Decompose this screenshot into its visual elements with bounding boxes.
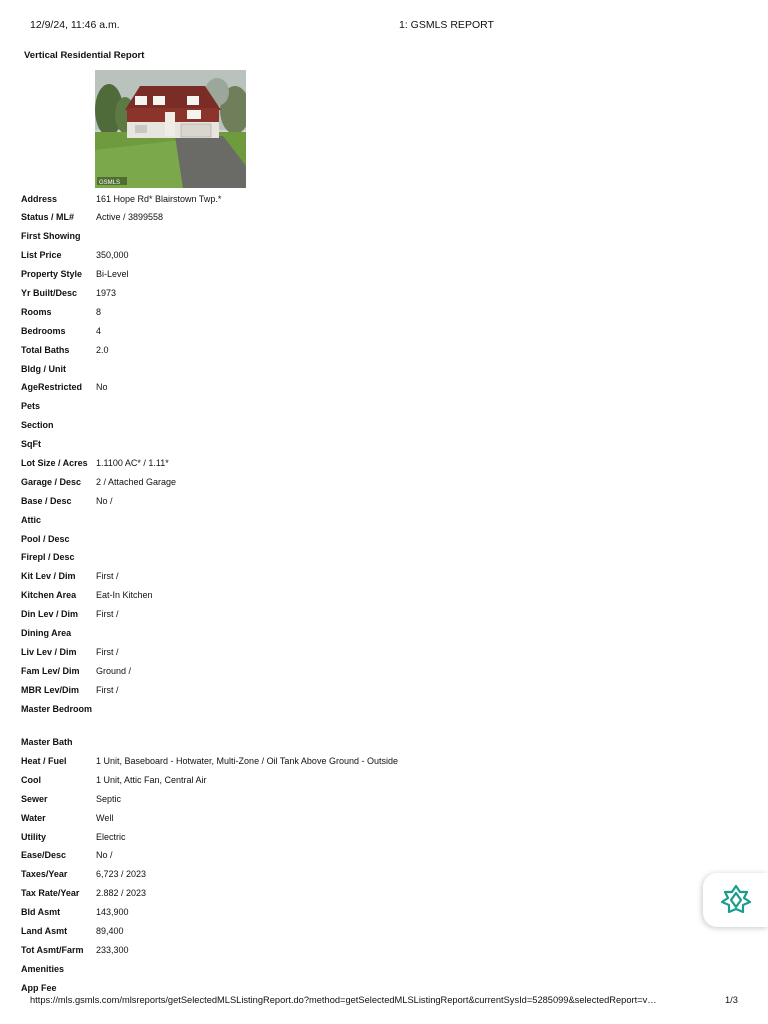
field-label: Cool: [21, 774, 41, 785]
field-value: 1 Unit, Baseboard - Hotwater, Multi-Zone / Oil Tank Above Ground - Outside: [96, 755, 398, 766]
field-label: Master Bath: [21, 737, 73, 748]
field-value: 2.0: [96, 344, 109, 355]
field-row: [21, 476, 721, 495]
field-value: Active / 3899558: [96, 212, 164, 223]
photo-watermark: GSMLS: [99, 180, 121, 186]
field-label: Master Bedroom: [21, 703, 93, 714]
field-value: First /: [96, 646, 119, 657]
field-row: [21, 774, 721, 793]
field-label: Address: [21, 193, 58, 204]
field-label: Status / ML#: [21, 212, 75, 223]
field-label: Utility: [21, 831, 47, 842]
field-row: [21, 552, 721, 571]
field-label: Amenities: [21, 963, 65, 974]
print-footer-url: https://mls.gsmls.com/mlsreports/getSelectedMLSListingReport.do?method=getSelectedMLSListingReport&currentSysId=5285099&selectedReport=v…: [30, 995, 657, 1005]
field-row: [21, 401, 721, 420]
field-label: Liv Lev / Dim: [21, 646, 77, 657]
print-header-datetime: 12/9/24, 11:46 a.m.: [30, 19, 120, 31]
listing-fields: [21, 193, 721, 1001]
report-title: Vertical Residential Report: [24, 50, 145, 61]
field-row: [21, 287, 721, 306]
field-label: First Showing: [21, 231, 81, 242]
field-value: 2 / Attached Garage: [96, 476, 177, 487]
ai-assistant-icon: [719, 883, 753, 917]
field-label: Kitchen Area: [21, 590, 77, 601]
field-row: [21, 646, 721, 665]
field-value: 350,000: [96, 250, 129, 261]
field-value: 4: [96, 325, 102, 336]
field-label: Pets: [21, 401, 41, 412]
field-row: [21, 793, 721, 812]
field-label: List Price: [21, 250, 62, 261]
field-label: App Fee: [21, 982, 57, 993]
field-row: [21, 703, 721, 737]
field-label: Heat / Fuel: [21, 755, 67, 766]
field-label: Property Style: [21, 269, 83, 280]
field-label: Total Baths: [21, 344, 70, 355]
field-label: Pool / Desc: [21, 533, 70, 544]
field-row: [21, 420, 721, 439]
field-label: Ease/Desc: [21, 850, 67, 861]
field-value: 1 Unit, Attic Fan, Central Air: [96, 774, 207, 785]
field-value: 233,300: [96, 944, 129, 955]
field-row: [21, 212, 721, 231]
print-footer-page: 1/3: [725, 995, 738, 1005]
field-value: No /: [96, 850, 113, 861]
field-label: Garage / Desc: [21, 476, 82, 487]
field-value: 8: [96, 306, 102, 317]
field-label: AgeRestricted: [21, 382, 83, 393]
field-value: 1973: [96, 287, 117, 298]
field-label: Bedrooms: [21, 325, 66, 336]
property-photo: [95, 70, 246, 188]
field-row: [21, 457, 721, 476]
field-value: First /: [96, 684, 119, 695]
field-row: [21, 533, 721, 552]
field-label: Yr Built/Desc: [21, 287, 78, 298]
field-value: No: [96, 382, 108, 393]
field-row: [21, 812, 721, 831]
field-row: [21, 193, 721, 212]
field-row: [21, 627, 721, 646]
field-row: [21, 344, 721, 363]
field-label: Taxes/Year: [21, 869, 68, 880]
field-label: Lot Size / Acres: [21, 457, 88, 468]
field-row: [21, 684, 721, 703]
field-value: 2.882 / 2023: [96, 888, 147, 899]
field-value: Well: [96, 812, 114, 823]
field-label: Base / Desc: [21, 495, 72, 506]
field-label: Tot Asmt/Farm: [21, 944, 84, 955]
field-label: Dining Area: [21, 627, 72, 638]
field-row: [21, 665, 721, 684]
print-header-title: 1: GSMLS REPORT: [399, 19, 494, 31]
field-value: Ground /: [96, 665, 132, 676]
field-value: 1.1100 AC* / 1.11*: [96, 457, 169, 468]
field-value: First /: [96, 609, 119, 620]
field-row: [21, 907, 721, 926]
field-row: [21, 495, 721, 514]
field-row: [21, 514, 721, 533]
field-row: [21, 944, 721, 963]
field-label: Water: [21, 812, 46, 823]
field-row: [21, 382, 721, 401]
field-row: [21, 831, 721, 850]
field-row: [21, 888, 721, 907]
field-value: 89,400: [96, 925, 124, 936]
field-row: [21, 250, 721, 269]
field-row: [21, 963, 721, 982]
field-label: Bld Asmt: [21, 907, 61, 918]
field-row: [21, 231, 721, 250]
field-value: Electric: [96, 831, 126, 842]
field-row: [21, 590, 721, 609]
field-row: [21, 869, 721, 888]
field-label: Bldg / Unit: [21, 363, 66, 374]
field-row: [21, 269, 721, 288]
field-value: Eat-In Kitchen: [96, 590, 153, 601]
field-label: Rooms: [21, 306, 52, 317]
field-label: Firepl / Desc: [21, 552, 75, 563]
field-row: [21, 439, 721, 458]
field-value: No /: [96, 495, 113, 506]
field-label: SqFt: [21, 439, 41, 450]
ai-assistant-button[interactable]: [703, 873, 768, 927]
field-label: Kit Lev / Dim: [21, 571, 76, 582]
field-value: 143,900: [96, 907, 129, 918]
field-row: [21, 755, 721, 774]
field-label: Tax Rate/Year: [21, 888, 80, 899]
field-row: [21, 363, 721, 382]
field-value: Septic: [96, 793, 122, 804]
field-row: [21, 325, 721, 344]
field-label: MBR Lev/Dim: [21, 684, 80, 695]
field-label: Land Asmt: [21, 925, 68, 936]
field-row: [21, 737, 721, 756]
field-row: [21, 850, 721, 869]
field-row: [21, 925, 721, 944]
field-value: First /: [96, 571, 119, 582]
field-row: [21, 609, 721, 628]
field-value: 6,723 / 2023: [96, 869, 147, 880]
field-label: Attic: [21, 514, 41, 525]
field-label: Section: [21, 420, 54, 431]
field-row: [21, 571, 721, 590]
field-row: [21, 306, 721, 325]
field-value: Bi-Level: [96, 269, 129, 280]
field-label: Din Lev / Dim: [21, 609, 79, 620]
field-value: 161 Hope Rd* Blairstown Twp.*: [96, 193, 222, 204]
field-label: Sewer: [21, 793, 48, 804]
field-label: Fam Lev/ Dim: [21, 665, 80, 676]
